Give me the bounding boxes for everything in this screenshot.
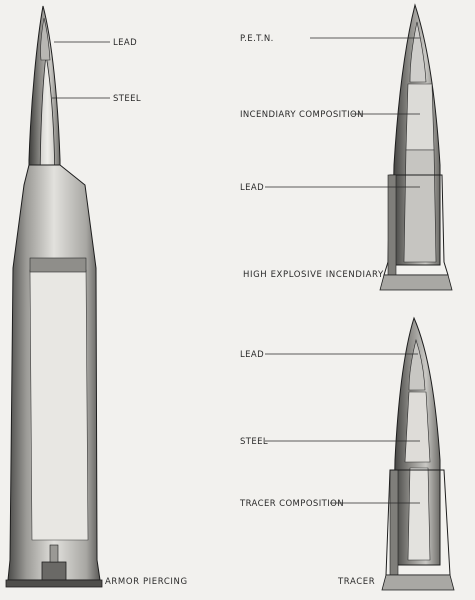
tracer-label-steel: STEEL — [240, 437, 269, 447]
ap-label-steel: STEEL — [113, 94, 142, 104]
tracer-composition-fill — [408, 468, 430, 560]
ap-caption: ARMOR PIERCING — [105, 577, 188, 587]
hei-lead-fill — [404, 150, 436, 262]
tracer-label-lead: LEAD — [240, 350, 265, 360]
tracer-case-shoulder — [382, 575, 454, 590]
ap-primer — [42, 562, 66, 580]
hei-label-incendiary: INCENDIARY COMPOSITION — [240, 110, 364, 120]
ap-label-lead: LEAD — [113, 38, 138, 48]
tracer-steel-core — [405, 392, 430, 462]
hei-case-shoulder — [380, 275, 452, 290]
ap-powder-chamber — [30, 270, 88, 540]
hei-label-lead: LEAD — [240, 183, 265, 193]
ap-case-rim — [6, 580, 102, 587]
hei-caption: HIGH EXPLOSIVE INCENDIARY — [243, 270, 384, 280]
armor-piercing-cartridge — [6, 6, 188, 587]
tracer-case-left-wall — [390, 470, 398, 575]
hei-incendiary-fill — [406, 84, 434, 150]
ap-primer-stem — [50, 545, 58, 562]
hei-cartridge — [240, 5, 452, 290]
hei-case-left-wall — [388, 175, 396, 275]
hei-label-petn: P.E.T.N. — [240, 34, 274, 44]
tracer-label-composition: TRACER COMPOSITION — [240, 499, 344, 509]
tracer-cartridge — [239, 318, 454, 590]
tracer-caption: TRACER — [338, 577, 376, 587]
ap-bullet-base — [30, 258, 86, 272]
